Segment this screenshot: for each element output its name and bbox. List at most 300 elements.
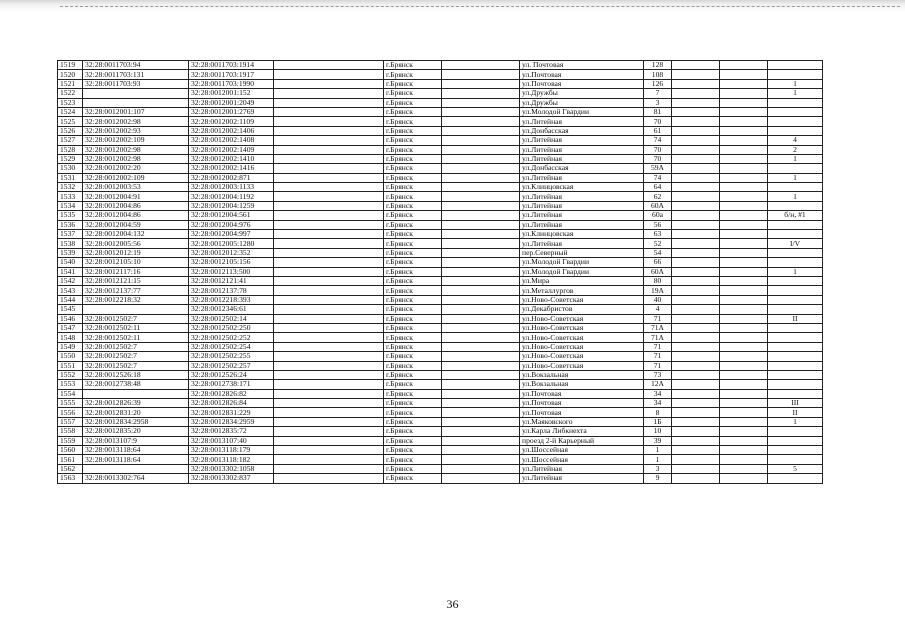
cell-cad-old: 32:28:0013118:64 xyxy=(83,446,189,455)
cell-blank3 xyxy=(672,239,720,248)
cell-house: 108 xyxy=(644,70,672,79)
cell-apt xyxy=(768,286,823,295)
cell-apt: 1 xyxy=(768,173,823,182)
cell-street: ул.Литейная xyxy=(520,464,644,473)
cell-street: ул.Шоссейная xyxy=(520,455,644,464)
cell-cad-old: 32:28:0012502:7 xyxy=(83,342,189,351)
cell-blank2 xyxy=(442,126,520,135)
cell-house: 10 xyxy=(644,427,672,436)
table-row xyxy=(58,239,823,248)
cell-blank3 xyxy=(672,192,720,201)
cell-city: г.Брянск xyxy=(384,474,442,483)
cell-num: 1535 xyxy=(58,211,83,220)
cell-city: г.Брянск xyxy=(384,164,442,173)
cell-blank1 xyxy=(274,474,384,483)
cell-blank4 xyxy=(720,117,768,126)
cell-apt: I/V xyxy=(768,239,823,248)
cell-street: ул.Литейная xyxy=(520,220,644,229)
table-row xyxy=(58,436,823,445)
cell-blank4 xyxy=(720,295,768,304)
cell-house: 74 xyxy=(644,136,672,145)
cell-blank2 xyxy=(442,117,520,126)
cell-num: 1523 xyxy=(58,98,83,107)
table-row xyxy=(58,145,823,154)
cell-num: 1533 xyxy=(58,192,83,201)
cell-cad-old: 32:28:0013118:64 xyxy=(83,455,189,464)
cell-blank3 xyxy=(672,305,720,314)
cell-cad-old: 32:28:0013107:9 xyxy=(83,436,189,445)
cell-num: 1544 xyxy=(58,295,83,304)
cell-cad-new: 32:28:0011703:1917 xyxy=(189,70,274,79)
cell-cad-new: 32:28:0012831:229 xyxy=(189,408,274,417)
cell-blank1 xyxy=(274,201,384,210)
cell-blank4 xyxy=(720,276,768,285)
table-row xyxy=(58,333,823,342)
cell-blank2 xyxy=(442,342,520,351)
cell-cad-old: 32:28:0012526:18 xyxy=(83,370,189,379)
cell-house: 19А xyxy=(644,286,672,295)
cell-house: 12А xyxy=(644,380,672,389)
cell-cad-old: 32:28:0011703:131 xyxy=(83,70,189,79)
table-row xyxy=(58,89,823,98)
cell-blank1 xyxy=(274,342,384,351)
cell-num: 1540 xyxy=(58,258,83,267)
cell-house: 62 xyxy=(644,192,672,201)
cell-city: г.Брянск xyxy=(384,446,442,455)
cell-cad-new: 32:28:0012004:1192 xyxy=(189,192,274,201)
cell-cad-new: 32:28:0012826:84 xyxy=(189,399,274,408)
cell-house: 60А xyxy=(644,201,672,210)
cell-cad-old: 32:28:0012002:98 xyxy=(83,154,189,163)
cell-num: 1561 xyxy=(58,455,83,464)
cell-city: г.Брянск xyxy=(384,305,442,314)
table-row xyxy=(58,361,823,370)
cell-cad-new: 32:28:0013118:179 xyxy=(189,446,274,455)
cell-blank3 xyxy=(672,145,720,154)
cell-num: 1536 xyxy=(58,220,83,229)
scan-artifact-line xyxy=(60,6,900,7)
cell-num: 1559 xyxy=(58,436,83,445)
cell-blank2 xyxy=(442,136,520,145)
cell-blank1 xyxy=(274,239,384,248)
cell-blank1 xyxy=(274,389,384,398)
table-row xyxy=(58,79,823,88)
cell-city: г.Брянск xyxy=(384,286,442,295)
cell-blank4 xyxy=(720,79,768,88)
cell-house: 7 xyxy=(644,89,672,98)
cell-blank1 xyxy=(274,314,384,323)
table-row xyxy=(58,305,823,314)
cell-apt xyxy=(768,61,823,70)
cell-blank2 xyxy=(442,361,520,370)
cell-cad-new: 32:28:0012502:257 xyxy=(189,361,274,370)
cell-blank1 xyxy=(274,417,384,426)
cell-blank3 xyxy=(672,173,720,182)
cell-city: г.Брянск xyxy=(384,154,442,163)
cell-num: 1541 xyxy=(58,267,83,276)
cell-blank1 xyxy=(274,70,384,79)
cell-cad-new: 32:28:0012002:871 xyxy=(189,173,274,182)
cell-apt xyxy=(768,164,823,173)
cell-cad-old xyxy=(83,305,189,314)
cell-blank3 xyxy=(672,267,720,276)
cell-num: 1524 xyxy=(58,107,83,116)
cell-apt xyxy=(768,352,823,361)
table-row xyxy=(58,117,823,126)
cell-blank2 xyxy=(442,183,520,192)
cell-num: 1522 xyxy=(58,89,83,98)
cell-blank2 xyxy=(442,464,520,473)
cell-blank1 xyxy=(274,455,384,464)
cell-apt xyxy=(768,98,823,107)
cell-blank4 xyxy=(720,446,768,455)
cell-blank1 xyxy=(274,248,384,257)
cell-cad-new: 32:28:0012001:2769 xyxy=(189,107,274,116)
cell-street: ул.Литейная xyxy=(520,192,644,201)
cell-cad-new: 32:28:0012218:393 xyxy=(189,295,274,304)
cell-street: ул.Почтовая xyxy=(520,79,644,88)
cell-street: ул.Литейная xyxy=(520,145,644,154)
cell-blank1 xyxy=(274,89,384,98)
cell-apt xyxy=(768,230,823,239)
cell-blank4 xyxy=(720,427,768,436)
cell-apt: 1 xyxy=(768,267,823,276)
cell-blank3 xyxy=(672,126,720,135)
cell-house: 71 xyxy=(644,352,672,361)
cell-house: 71 xyxy=(644,314,672,323)
cell-apt xyxy=(768,258,823,267)
cell-cad-new: 32:28:0012002:1409 xyxy=(189,145,274,154)
cell-street: ул.Ново-Советская xyxy=(520,361,644,370)
cell-cad-new: 32:28:0012502:252 xyxy=(189,333,274,342)
table-row xyxy=(58,389,823,398)
cell-city: г.Брянск xyxy=(384,211,442,220)
cell-num: 1521 xyxy=(58,79,83,88)
cell-house: 63 xyxy=(644,230,672,239)
cell-blank3 xyxy=(672,79,720,88)
cell-city: г.Брянск xyxy=(384,89,442,98)
cell-city: г.Брянск xyxy=(384,267,442,276)
cell-blank3 xyxy=(672,342,720,351)
cell-city: г.Брянск xyxy=(384,333,442,342)
cell-cad-new: 32:28:0012001:2049 xyxy=(189,98,274,107)
cell-apt: 5 xyxy=(768,464,823,473)
cell-apt xyxy=(768,427,823,436)
cell-cad-old: 32:28:0012004:132 xyxy=(83,230,189,239)
page-number: 36 xyxy=(446,597,459,611)
cell-blank3 xyxy=(672,361,720,370)
cell-cad-new: 32:28:0013302:1058 xyxy=(189,464,274,473)
cell-blank4 xyxy=(720,474,768,483)
cell-cad-old: 32:28:0011703:94 xyxy=(83,61,189,70)
cell-cad-old: 32:28:0012121:15 xyxy=(83,276,189,285)
cell-num: 1554 xyxy=(58,389,83,398)
cell-blank2 xyxy=(442,248,520,257)
cell-blank1 xyxy=(274,427,384,436)
table-row xyxy=(58,370,823,379)
cell-city: г.Брянск xyxy=(384,239,442,248)
cell-cad-old: 32:28:0012002:109 xyxy=(83,173,189,182)
cell-city: г.Брянск xyxy=(384,248,442,257)
cell-street: ул.Литейная xyxy=(520,117,644,126)
cell-blank3 xyxy=(672,380,720,389)
cell-cad-new: 32:28:0012004:976 xyxy=(189,220,274,229)
cell-city: г.Брянск xyxy=(384,98,442,107)
cell-house: 4 xyxy=(644,305,672,314)
cell-cad-new: 32:28:0012502:250 xyxy=(189,323,274,332)
cell-blank2 xyxy=(442,305,520,314)
cell-blank4 xyxy=(720,220,768,229)
cell-street: ул.Декабристов xyxy=(520,305,644,314)
table-row xyxy=(58,230,823,239)
cell-cad-new: 32:28:0012004:997 xyxy=(189,230,274,239)
cell-city: г.Брянск xyxy=(384,455,442,464)
cell-blank3 xyxy=(672,370,720,379)
cell-blank4 xyxy=(720,154,768,163)
cell-cad-old: 32:28:0012738:48 xyxy=(83,380,189,389)
cell-house: 3 xyxy=(644,98,672,107)
cell-cad-old: 32:28:0012002:98 xyxy=(83,117,189,126)
cell-blank3 xyxy=(672,117,720,126)
cell-street: ул.Маяковского xyxy=(520,417,644,426)
cell-city: г.Брянск xyxy=(384,295,442,304)
registry-table-body xyxy=(58,61,823,484)
cell-blank2 xyxy=(442,154,520,163)
cell-cad-old: 32:28:0012004:59 xyxy=(83,220,189,229)
cell-num: 1550 xyxy=(58,352,83,361)
cell-blank4 xyxy=(720,173,768,182)
cell-cad-old: 32:28:0012004:86 xyxy=(83,201,189,210)
cell-num: 1530 xyxy=(58,164,83,173)
cell-street: ул.Донбасская xyxy=(520,164,644,173)
table-row xyxy=(58,61,823,70)
cell-blank4 xyxy=(720,436,768,445)
cell-cad-old: 32:28:0012137:77 xyxy=(83,286,189,295)
cell-apt xyxy=(768,474,823,483)
cell-house: 60а xyxy=(644,211,672,220)
cell-street: ул.Молодой Гвардии xyxy=(520,107,644,116)
table-row xyxy=(58,220,823,229)
cell-street: проезд 2-й Карьерный xyxy=(520,436,644,445)
cell-blank1 xyxy=(274,220,384,229)
cell-apt xyxy=(768,70,823,79)
cell-cad-old: 32:28:0012835:20 xyxy=(83,427,189,436)
cell-house: 70 xyxy=(644,117,672,126)
cell-blank1 xyxy=(274,446,384,455)
cell-blank4 xyxy=(720,126,768,135)
table-row xyxy=(58,342,823,351)
cell-apt: 4 xyxy=(768,136,823,145)
cell-apt xyxy=(768,342,823,351)
cell-street: ул.Литейная xyxy=(520,173,644,182)
cell-street: ул.Шоссейная xyxy=(520,446,644,455)
cell-city: г.Брянск xyxy=(384,192,442,201)
cell-blank1 xyxy=(274,154,384,163)
cell-city: г.Брянск xyxy=(384,183,442,192)
table-row xyxy=(58,295,823,304)
cell-house: 39 xyxy=(644,436,672,445)
cell-house: 64 xyxy=(644,183,672,192)
cell-blank1 xyxy=(274,98,384,107)
cell-num: 1563 xyxy=(58,474,83,483)
cell-house: 54 xyxy=(644,248,672,257)
cell-blank2 xyxy=(442,276,520,285)
cell-cad-new: 32:28:0012502:255 xyxy=(189,352,274,361)
cell-blank2 xyxy=(442,258,520,267)
cell-apt xyxy=(768,361,823,370)
cell-city: г.Брянск xyxy=(384,436,442,445)
cell-blank2 xyxy=(442,145,520,154)
cell-house: 80 xyxy=(644,276,672,285)
cell-cad-new: 32:28:0012526:24 xyxy=(189,370,274,379)
cell-blank4 xyxy=(720,258,768,267)
cell-street: ул.Клинцовская xyxy=(520,230,644,239)
cell-cad-new: 32:28:0012005:1280 xyxy=(189,239,274,248)
cell-apt xyxy=(768,183,823,192)
scan-top-edge xyxy=(0,0,905,14)
cell-city: г.Брянск xyxy=(384,107,442,116)
cell-blank2 xyxy=(442,455,520,464)
cell-house: 52 xyxy=(644,239,672,248)
cell-blank4 xyxy=(720,370,768,379)
cell-cad-new: 32:28:0012002:1408 xyxy=(189,136,274,145)
cell-num: 1542 xyxy=(58,276,83,285)
cell-street: ул. Почтовая xyxy=(520,61,644,70)
cell-blank4 xyxy=(720,183,768,192)
cell-blank4 xyxy=(720,248,768,257)
cell-num: 1560 xyxy=(58,446,83,455)
cell-cad-new: 32:28:0012004:1259 xyxy=(189,201,274,210)
cell-city: г.Брянск xyxy=(384,79,442,88)
cell-blank4 xyxy=(720,333,768,342)
cell-blank1 xyxy=(274,352,384,361)
cell-blank2 xyxy=(442,79,520,88)
table-row xyxy=(58,201,823,210)
cell-blank3 xyxy=(672,201,720,210)
cell-blank3 xyxy=(672,61,720,70)
cell-city: г.Брянск xyxy=(384,399,442,408)
table-row xyxy=(58,417,823,426)
cell-blank2 xyxy=(442,389,520,398)
cell-num: 1547 xyxy=(58,323,83,332)
cell-street: ул.Донбасская xyxy=(520,126,644,135)
cell-num: 1527 xyxy=(58,136,83,145)
cell-blank4 xyxy=(720,389,768,398)
cell-cad-old: 32:28:0013302:764 xyxy=(83,474,189,483)
cell-blank3 xyxy=(672,333,720,342)
cell-blank4 xyxy=(720,145,768,154)
cell-street: ул.Ново-Советская xyxy=(520,295,644,304)
table-row xyxy=(58,164,823,173)
cell-blank3 xyxy=(672,107,720,116)
cell-apt xyxy=(768,295,823,304)
cell-num: 1557 xyxy=(58,417,83,426)
cell-apt: II xyxy=(768,408,823,417)
cell-house: 9 xyxy=(644,474,672,483)
cell-cad-new: 32:28:0012835:72 xyxy=(189,427,274,436)
table-row xyxy=(58,286,823,295)
cell-blank2 xyxy=(442,436,520,445)
cell-blank1 xyxy=(274,258,384,267)
cell-cad-old xyxy=(83,98,189,107)
cell-street: ул.Почтовая xyxy=(520,399,644,408)
cell-city: г.Брянск xyxy=(384,352,442,361)
cell-blank1 xyxy=(274,408,384,417)
cell-blank2 xyxy=(442,446,520,455)
cell-cad-old xyxy=(83,89,189,98)
cell-house: 61 xyxy=(644,126,672,135)
cell-num: 1546 xyxy=(58,314,83,323)
table-row xyxy=(58,258,823,267)
cell-city: г.Брянск xyxy=(384,230,442,239)
cell-house: 59А xyxy=(644,164,672,173)
cell-blank1 xyxy=(274,173,384,182)
cell-blank2 xyxy=(442,370,520,379)
cell-cad-new: 32:28:0012003:1133 xyxy=(189,183,274,192)
cell-cad-old: 32:28:0012502:7 xyxy=(83,314,189,323)
cell-apt xyxy=(768,370,823,379)
cell-cad-old: 32:28:0012002:98 xyxy=(83,145,189,154)
table-row xyxy=(58,267,823,276)
cell-blank2 xyxy=(442,98,520,107)
cell-blank2 xyxy=(442,314,520,323)
cell-blank2 xyxy=(442,286,520,295)
cell-blank2 xyxy=(442,201,520,210)
cell-blank2 xyxy=(442,107,520,116)
cell-blank1 xyxy=(274,183,384,192)
cell-blank2 xyxy=(442,333,520,342)
cell-blank3 xyxy=(672,474,720,483)
cell-cad-old: 32:28:0012502:11 xyxy=(83,333,189,342)
cell-blank1 xyxy=(274,333,384,342)
cell-apt: II xyxy=(768,314,823,323)
cell-num: 1538 xyxy=(58,239,83,248)
cell-house: 71А xyxy=(644,333,672,342)
cell-street: ул.Ново-Советская xyxy=(520,333,644,342)
cell-city: г.Брянск xyxy=(384,323,442,332)
cell-street: ул.Металлургов xyxy=(520,286,644,295)
cell-blank4 xyxy=(720,230,768,239)
cell-blank4 xyxy=(720,417,768,426)
cell-cad-new: 32:28:0012834:2959 xyxy=(189,417,274,426)
cell-street: ул.Мира xyxy=(520,276,644,285)
cell-blank1 xyxy=(274,295,384,304)
cell-num: 1556 xyxy=(58,408,83,417)
table-row xyxy=(58,314,823,323)
cell-apt xyxy=(768,220,823,229)
table-row xyxy=(58,408,823,417)
cell-street: ул.Молодой Гвардии xyxy=(520,258,644,267)
cell-apt xyxy=(768,380,823,389)
cell-city: г.Брянск xyxy=(384,464,442,473)
cell-apt: 2 xyxy=(768,145,823,154)
cell-blank3 xyxy=(672,70,720,79)
cell-cad-new: 32:28:0012137:78 xyxy=(189,286,274,295)
cell-house: 128 xyxy=(644,61,672,70)
cell-city: г.Брянск xyxy=(384,342,442,351)
cell-apt xyxy=(768,117,823,126)
cell-cad-old: 32:28:0012834:2958 xyxy=(83,417,189,426)
cell-cad-old: 32:28:0012502:7 xyxy=(83,361,189,370)
cell-city: г.Брянск xyxy=(384,370,442,379)
cell-cad-old: 32:28:0012003:53 xyxy=(83,183,189,192)
cell-blank2 xyxy=(442,380,520,389)
table-row xyxy=(58,98,823,107)
cell-street: ул.Почтовая xyxy=(520,389,644,398)
cell-house: 3 xyxy=(644,464,672,473)
cell-blank1 xyxy=(274,192,384,201)
cell-blank4 xyxy=(720,61,768,70)
